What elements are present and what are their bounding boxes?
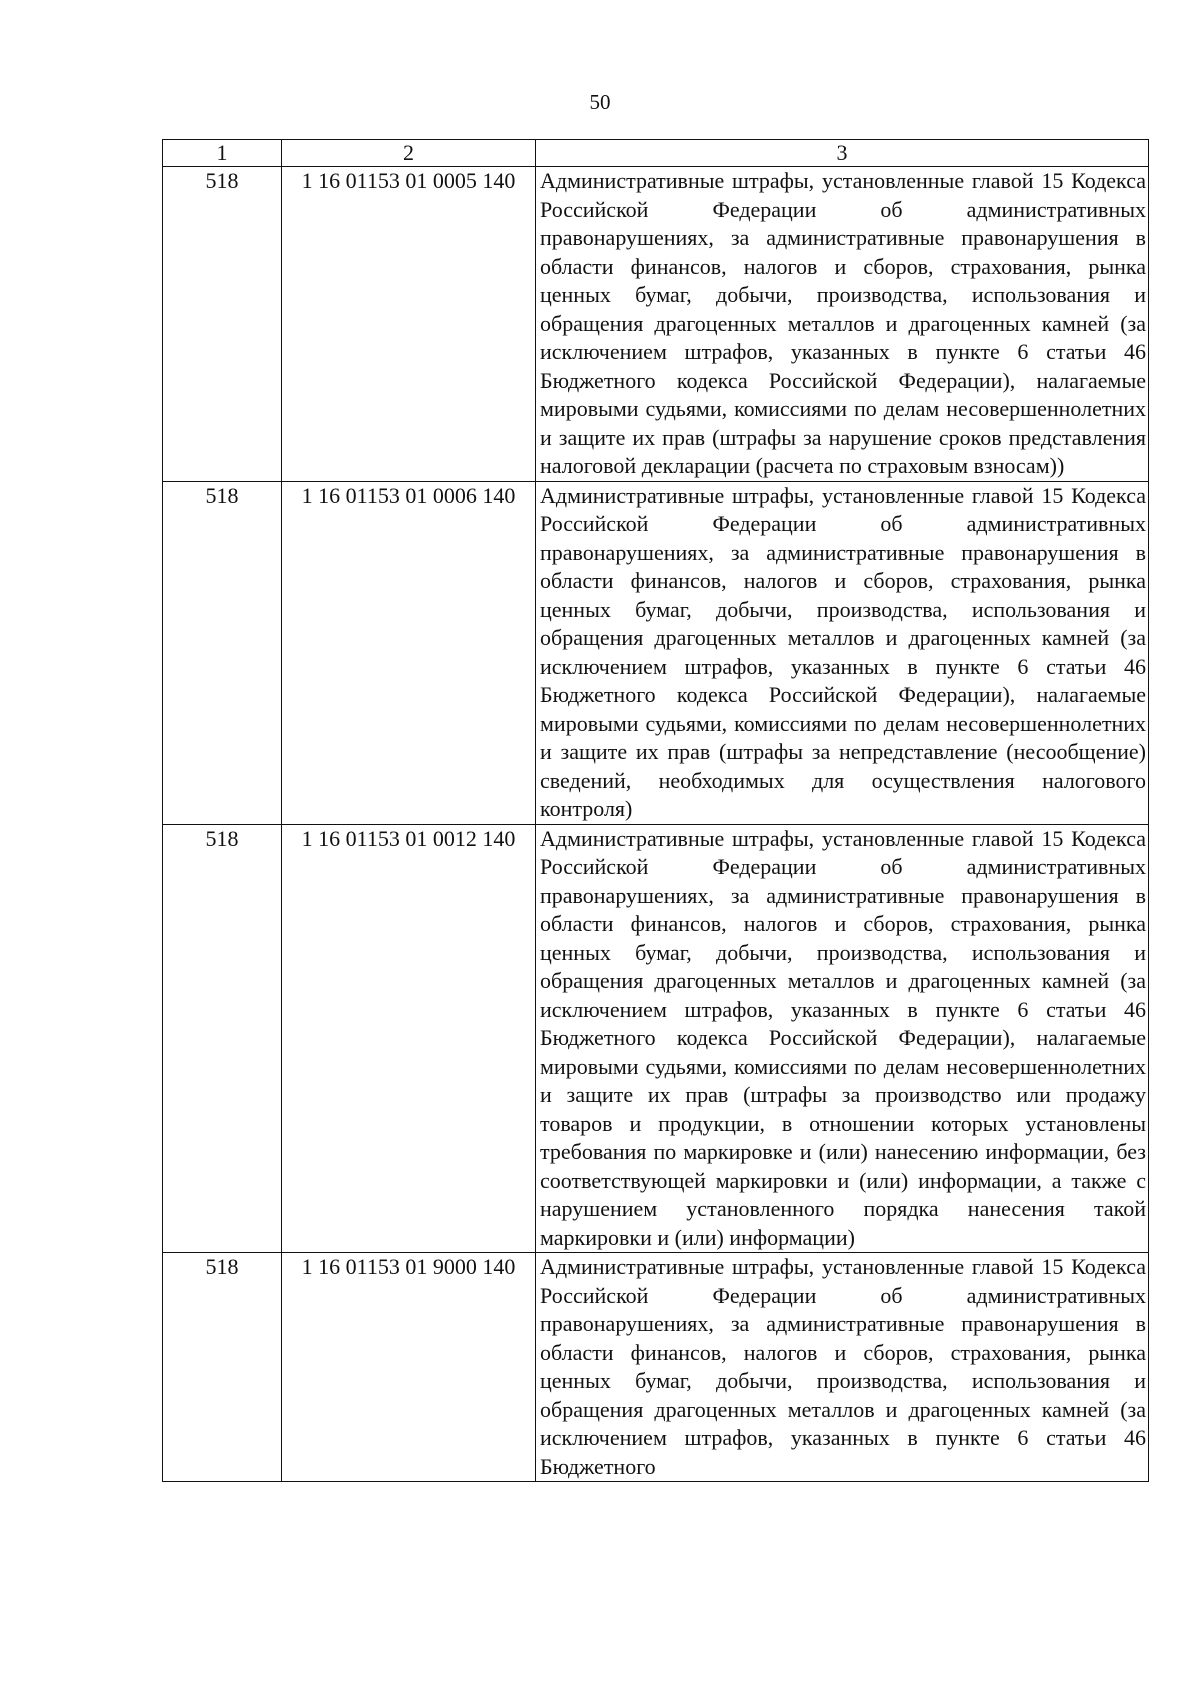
description-cell: Административные штрафы, установленные главой 15 Кодекса Российской Федерации об административных правонарушениях, за административные правонарушения в области финансов, налогов и сборов, страхования, рынка ценных бумаг, добычи, производства, использования и обращения драгоценных металлов и драгоценных камней (за исключением штрафов, указанных в пункте 6 статьи 46 Бюджетного кодекса Российской Федерации), налагаемые мировыми судьями, комиссиями по делам несовершеннолетних и защите их прав (штрафы за нарушение сроков представления налоговой декларации (расчета по страховым взносам)) <box>536 167 1149 482</box>
admin-code-cell: 518 <box>163 824 282 1253</box>
budget-codes-table <box>162 139 1149 1482</box>
table-row <box>163 167 1149 482</box>
table-header-row <box>163 140 1149 167</box>
admin-code-cell: 518 <box>163 481 282 824</box>
admin-code-cell: 518 <box>163 1253 282 1482</box>
description-cell: Административные штрафы, установленные главой 15 Кодекса Российской Федерации об административных правонарушениях, за административные правонарушения в области финансов, налогов и сборов, страхования, рынка ценных бумаг, добычи, производства, использования и обращения драгоценных металлов и драгоценных камней (за исключением штрафов, указанных в пункте 6 статьи 46 Бюджетного кодекса Российской Федерации), налагаемые мировыми судьями, комиссиями по делам несовершеннолетних и защите их прав (штрафы за производство или продажу товаров и продукции, в отношении которых установлены требования по маркировке и (или) нанесению информации, без соответствующей маркировки и (или) информации, а также с нарушением установленного порядка нанесения такой маркировки и (или) информации) <box>536 824 1149 1253</box>
budget-code-cell: 1 16 01153 01 0005 140 <box>282 167 536 482</box>
description-cell: Административные штрафы, установленные главой 15 Кодекса Российской Федерации об административных правонарушениях, за административные правонарушения в области финансов, налогов и сборов, страхования, рынка ценных бумаг, добычи, производства, использования и обращения драгоценных металлов и драгоценных камней (за исключением штрафов, указанных в пункте 6 статьи 46 Бюджетного <box>536 1253 1149 1482</box>
table-row <box>163 1253 1149 1482</box>
description-cell: Административные штрафы, установленные главой 15 Кодекса Российской Федерации об административных правонарушениях, за административные правонарушения в области финансов, налогов и сборов, страхования, рынка ценных бумаг, добычи, производства, использования и обращения драгоценных металлов и драгоценных камней (за исключением штрафов, указанных в пункте 6 статьи 46 Бюджетного кодекса Российской Федерации), налагаемые мировыми судьями, комиссиями по делам несовершеннолетних и защите их прав (штрафы за непредставление (несообщение) сведений, необходимых для осуществления налогового контроля) <box>536 481 1149 824</box>
column-header-1: 1 <box>163 140 282 167</box>
table-row <box>163 824 1149 1253</box>
table-row <box>163 481 1149 824</box>
page-number: 50 <box>589 90 611 114</box>
admin-code-cell: 518 <box>163 167 282 482</box>
column-header-2: 2 <box>282 140 536 167</box>
budget-code-cell: 1 16 01153 01 0012 140 <box>282 824 536 1253</box>
budget-code-cell: 1 16 01153 01 9000 140 <box>282 1253 536 1482</box>
column-header-3: 3 <box>536 140 1149 167</box>
budget-code-cell: 1 16 01153 01 0006 140 <box>282 481 536 824</box>
